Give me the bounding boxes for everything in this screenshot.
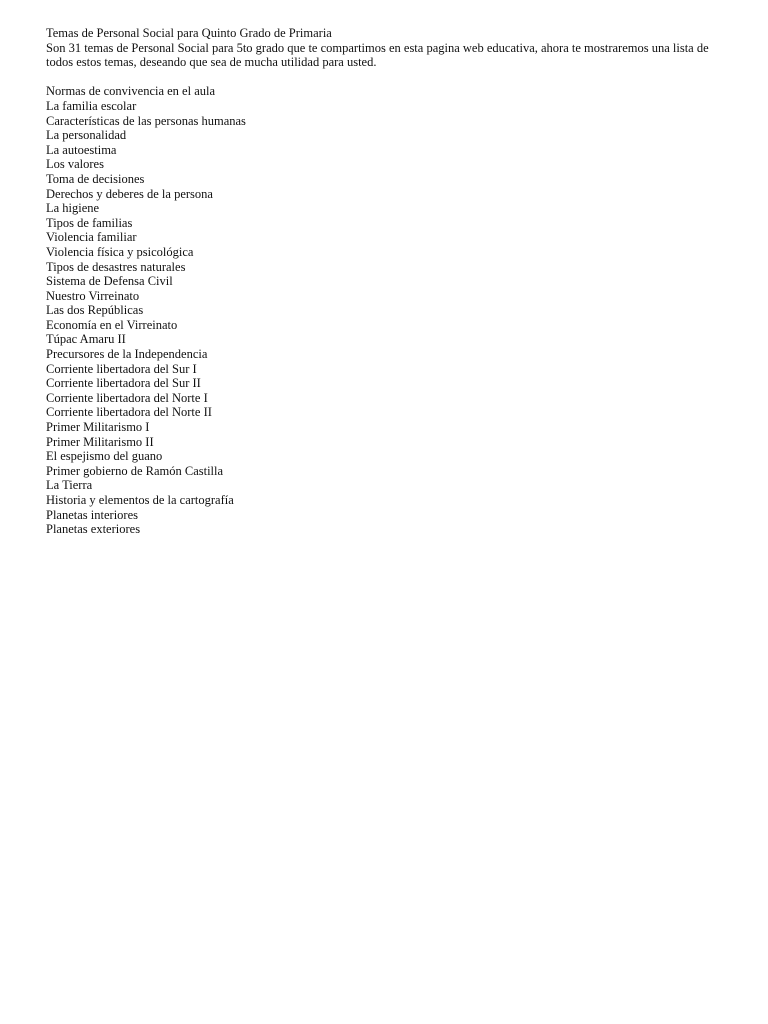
topic-list-item: Primer Militarismo II — [46, 434, 154, 449]
topic-list-item: Historia y elementos de la cartografía — [46, 493, 234, 507]
topic-list-item: Sistema de Defensa Civil — [46, 274, 173, 289]
topic-list-item: Planetas exteriores — [46, 522, 141, 537]
topic-list-item: Economía en el Virreinato — [46, 317, 178, 332]
topic-list-item: Tipos de desastres naturales — [46, 259, 186, 274]
topic-list-item: Corriente libertadora del Sur II — [46, 376, 201, 391]
topic-list-item: La personalidad — [46, 128, 127, 143]
document-page — [46, 26, 736, 537]
topic-list-item: Tipos de familias — [46, 215, 133, 230]
topic-list-item: La higiene — [46, 201, 100, 216]
topic-list-item: La autoestima — [46, 142, 117, 157]
topic-list-item: Corriente libertadora del Sur I — [46, 361, 197, 376]
topic-list-item: El espejismo del guano — [46, 449, 163, 464]
topic-list-item: Nuestro Virreinato — [46, 288, 140, 303]
topic-list-item: Precursores de la Independencia — [46, 347, 208, 362]
document-title: Temas de Personal Social para Quinto Grado de Primaria — [46, 26, 332, 40]
topic-list-item: Violencia familiar — [46, 230, 137, 245]
topic-list-item: Toma de decisiones — [46, 171, 145, 186]
topic-list-item: Los valores — [46, 157, 104, 172]
topic-list-item: Planetas interiores — [46, 507, 138, 522]
topic-list-item: Las dos Repúblicas — [46, 303, 144, 318]
topic-list-item: Túpac Amaru II — [46, 332, 126, 347]
topic-list-item: Normas de convivencia en el aula — [46, 84, 216, 99]
document-intro: Son 31 temas de Personal Social para 5to grado que te compartimos en esta pagina web educativa, ahora te mostraremos una lista de todos estos temas, deseando que sea de mucha utilidad para usted. — [46, 40, 709, 70]
topic-list-item: Violencia física y psicológica — [46, 244, 194, 259]
topic-list-item: La Tierra — [46, 478, 93, 493]
topic-list-item: Corriente libertadora del Norte II — [46, 405, 212, 420]
topic-list-item: Derechos y deberes de la persona — [46, 186, 213, 201]
topic-list — [46, 84, 736, 536]
topic-list-item: La familia escolar — [46, 98, 137, 113]
topic-list-item: Primer Militarismo I — [46, 420, 150, 435]
topic-list-item: Corriente libertadora del Norte I — [46, 390, 208, 405]
topic-list-item: Primer gobierno de Ramón Castilla — [46, 463, 224, 478]
topic-list-item: Características de las personas humanas — [46, 113, 246, 128]
